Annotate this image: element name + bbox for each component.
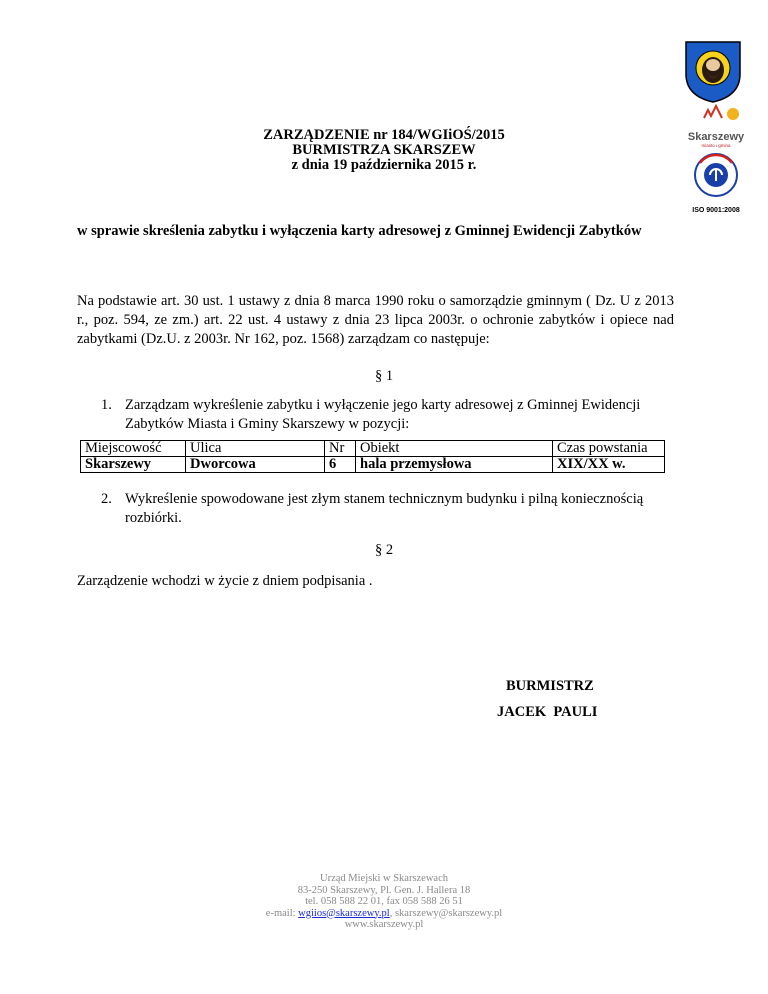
col-street-header: Ulica xyxy=(186,441,325,457)
svg-text:Skarszewy: Skarszewy xyxy=(687,131,745,143)
document-issuer: BURMISTRZA SKARSZEW xyxy=(292,142,476,158)
cell-object: hala przemysłowa xyxy=(356,457,553,473)
footer-phone: tel. 058 588 22 01, fax 058 588 26 51 xyxy=(305,896,463,907)
item-text: Wykreślenie spowodowane jest złym stanem technicznym budynku i pilną koniecznością rozbiórki. xyxy=(125,491,644,526)
col-period-header: Czas powstania xyxy=(553,441,665,457)
svg-text:miasto i gmina: miasto i gmina xyxy=(701,143,731,148)
col-locality-header: Miejscowość xyxy=(81,441,186,457)
footer-email-line xyxy=(0,908,768,920)
heritage-table xyxy=(80,440,665,473)
item-number: 2. xyxy=(101,491,112,507)
item-text: Zarządzam wykreślenie zabytku i wyłączenie jego karty adresowej z Gminnej Ewidencji Zabytków Miasta i Gminy Skarszewy w pozycji: xyxy=(125,397,641,432)
page-footer xyxy=(0,873,768,931)
coat-of-arms-logo xyxy=(686,42,740,102)
section-2-mark: § 2 xyxy=(374,542,394,558)
cell-locality: Skarszewy xyxy=(81,457,186,473)
footer-email-separator: , xyxy=(389,907,395,919)
cell-street: Dworcowa xyxy=(186,457,325,473)
section-2-text: Zarządzenie wchodzi w życie z dniem podpisania . xyxy=(77,573,373,589)
footer-office: Urząd Miejski w Skarszewach xyxy=(320,873,448,884)
item-number: 1. xyxy=(101,397,112,413)
footer-address: 83-250 Skarszewy, Pl. Gen. J. Hallera 18 xyxy=(297,884,471,896)
signature-role: BURMISTRZ xyxy=(506,678,594,694)
footer-email-prefix: e-mail: xyxy=(265,907,299,919)
cell-period: XIX/XX w. xyxy=(553,457,665,473)
signature-name: JACEK PAULI xyxy=(497,704,598,720)
section-1-item-1 xyxy=(101,396,661,434)
document-date: z dnia 19 października 2015 r. xyxy=(291,157,477,173)
footer-email-secondary: skarszewy@skarszewy.pl xyxy=(394,907,503,919)
section-1-item-2 xyxy=(101,490,661,528)
table-row xyxy=(81,457,665,473)
document-title: ZARZĄDZENIE nr 184/WGIiOŚ/2015 xyxy=(263,127,505,143)
document-subject: w sprawie skreślenia zabytku i wyłączenia karty adresowej z Gminnej Ewidencji Zabytków xyxy=(77,223,642,239)
col-number-header: Nr xyxy=(325,441,356,457)
document-header xyxy=(0,128,768,173)
footer-website: www.skarszewy.pl xyxy=(344,919,424,930)
footer-email-link[interactable]: wgiios@skarszewy.pl xyxy=(298,907,390,919)
cell-number: 6 xyxy=(325,457,356,473)
iso-label: ISO 9001:2008 xyxy=(692,207,740,214)
table-header-row xyxy=(81,441,665,457)
col-object-header: Obiekt xyxy=(356,441,553,457)
section-1-mark: § 1 xyxy=(374,368,394,384)
legal-basis-paragraph: Na podstawie art. 30 ust. 1 ustawy z dnia 8 marca 1990 roku o samorządzie gminnym ( Dz. U z 2013 r., poz. 594, ze zm.) art. 22 ust. 4 ustawy z dnia 23 lipca 2003r. o ochronie zabytków i opiece nad zabytkami (Dz.U. z 2003r. Nr 162, poz. 1568) zarządzam co następuje: xyxy=(77,293,674,347)
